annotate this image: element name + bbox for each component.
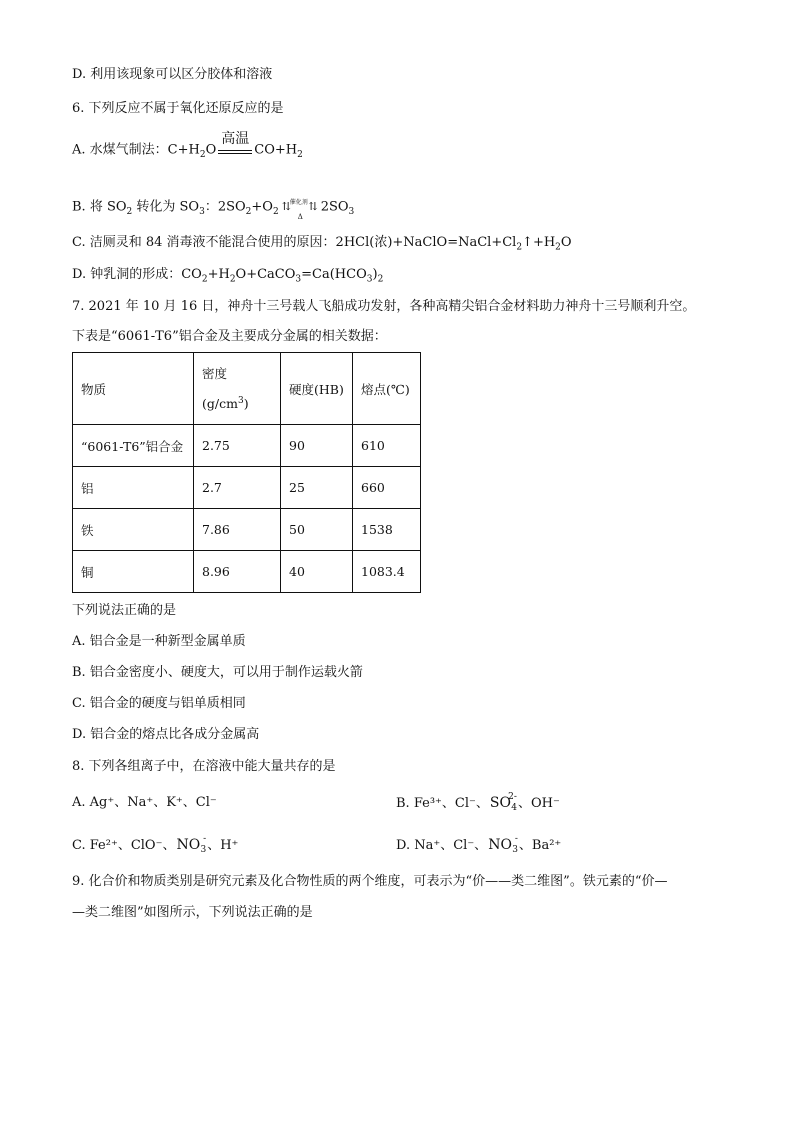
q6-d-text: D. 钟乳洞的形成：CO bbox=[72, 267, 202, 282]
table-cell: 1538 bbox=[353, 509, 421, 551]
q6-b-rhs: 2SO bbox=[320, 199, 349, 215]
q6-b-colon: ：2SO bbox=[204, 199, 246, 215]
q6-a-condition: 高温 bbox=[221, 131, 250, 147]
table-cell: 25 bbox=[281, 467, 353, 509]
q7-stem-line2: 下表是“6061-T6”铝合金及主要成分金属的相关数据： bbox=[72, 329, 387, 344]
q6-option-d bbox=[72, 266, 383, 284]
q9-line1: 9. 化合价和物质类别是研究元素及化合物性质的两个维度，可表示为“价——类二维图”。铁元素的“价— bbox=[72, 874, 668, 889]
q6-b-plus-sub: 2 bbox=[272, 207, 279, 218]
arrow-left-icon: ⇅ bbox=[281, 200, 291, 213]
q6-b-colon-sub: 2 bbox=[245, 207, 252, 218]
table-row bbox=[73, 551, 421, 593]
q6-b-mid-sub: 3 bbox=[199, 207, 205, 218]
q8-b-post: 、OH⁻ bbox=[517, 796, 560, 811]
reaction-condition-arrow bbox=[218, 130, 252, 154]
q6-b-plus: +O bbox=[251, 199, 273, 215]
table-cell: 1083.4 bbox=[353, 551, 421, 593]
ion-charge: 2- bbox=[508, 792, 517, 802]
q6-stem: 6. 下列反应不属于氧化还原反应的是 bbox=[72, 101, 284, 116]
q6-a-lhs-sub: 2 bbox=[199, 150, 206, 161]
density-label: 密度 bbox=[202, 365, 228, 381]
ion-subscript: 3 bbox=[200, 845, 207, 855]
double-line-equals bbox=[218, 150, 252, 154]
table-cell: 7.86 bbox=[194, 509, 281, 551]
q6-c-tail-sub: 2 bbox=[555, 242, 561, 253]
q8-d-pre: D. Na⁺、Cl⁻、 bbox=[396, 838, 488, 853]
q6-d-sub3: 3 bbox=[295, 274, 302, 285]
q7-option-b: B. 铝合金密度小、硬度大，可以用于制作运载火箭 bbox=[72, 665, 363, 680]
alloy-data-table bbox=[72, 352, 421, 593]
table-cell: 铝 bbox=[73, 467, 194, 509]
q8-option-c bbox=[72, 836, 238, 855]
density-unit-sup: 3 bbox=[237, 395, 244, 406]
q6-b-heat: Δ bbox=[297, 213, 303, 221]
ion-base: NO bbox=[488, 837, 512, 853]
table-cell: 2.75 bbox=[194, 425, 281, 467]
sulfate-ion bbox=[489, 792, 517, 813]
table-cell: 8.96 bbox=[194, 551, 281, 593]
table-cell: 40 bbox=[281, 551, 353, 593]
q7-prompt: 下列说法正确的是 bbox=[72, 603, 177, 618]
q6-d-sub4: 3 bbox=[366, 274, 373, 285]
q8-d-post: 、Ba²⁺ bbox=[518, 838, 562, 853]
q6-option-a bbox=[72, 131, 303, 162]
q8-stem: 8. 下列各组离子中，在溶液中能大量共存的是 bbox=[72, 759, 336, 774]
table-cell: “6061-T6”铝合金 bbox=[73, 425, 194, 467]
q6-option-c bbox=[72, 234, 572, 252]
table-cell: 660 bbox=[353, 467, 421, 509]
q6-b-catalyst: 催化剂 bbox=[289, 199, 308, 206]
q7-option-d: D. 铝合金的熔点比各成分金属高 bbox=[72, 727, 260, 742]
q8-b-pre: B. Fe³⁺、Cl⁻、 bbox=[396, 796, 489, 811]
q6-c-sub: 2 bbox=[516, 242, 523, 253]
q6-d-mid3: =Ca(HCO bbox=[301, 267, 367, 282]
q6-d-sub1: 2 bbox=[201, 274, 208, 285]
q6-d-sub5: 2 bbox=[377, 274, 384, 285]
ion-subscript: 4 bbox=[511, 803, 517, 813]
q7-option-a: A. 铝合金是一种新型金属单质 bbox=[72, 634, 246, 649]
q8-c-post: 、H⁺ bbox=[207, 838, 239, 853]
table-header-cell: 熔点(℃) bbox=[353, 353, 421, 425]
arrow-right-icon: ⇅ bbox=[308, 200, 318, 213]
table-cell: 50 bbox=[281, 509, 353, 551]
ion-base: NO bbox=[176, 837, 201, 853]
q6-c-tail: ↑+H bbox=[522, 235, 556, 250]
q6-b-mid: 转化为 SO bbox=[132, 199, 200, 215]
nitrate-ion bbox=[488, 834, 518, 855]
q7-option-c: C. 铝合金的硬度与铝单质相同 bbox=[72, 696, 246, 711]
q6-a-rhs: CO+H bbox=[254, 142, 298, 158]
table-row bbox=[73, 425, 421, 467]
q6-a-label: A. 水煤气制法： bbox=[72, 142, 168, 158]
q9-line2: —类二维图”如图所示，下列说法正确的是 bbox=[72, 905, 313, 920]
q6-d-mid4: ) bbox=[372, 267, 378, 282]
q6-b-rhs-sub: 3 bbox=[348, 207, 355, 218]
q6-d-mid2: O+CaCO bbox=[235, 267, 296, 282]
ion-base: SO bbox=[489, 795, 511, 811]
q6-d-mid1: +H bbox=[207, 267, 230, 282]
table-cell: 610 bbox=[353, 425, 421, 467]
q8-option-a: A. Ag⁺、Na⁺、K⁺、Cl⁻ bbox=[72, 795, 217, 810]
q6-b-label-sub: 2 bbox=[126, 207, 133, 218]
q6-a-rhs-sub: 2 bbox=[297, 150, 303, 161]
density-unit: (g/cm bbox=[202, 395, 238, 411]
table-cell: 铜 bbox=[73, 551, 194, 593]
nitrate-ion bbox=[176, 834, 207, 855]
density-unit-close: ) bbox=[243, 395, 249, 411]
q6-b-label: B. 将 SO bbox=[72, 199, 127, 215]
reversible-arrow-icon bbox=[281, 196, 318, 221]
q6-c-end: O bbox=[560, 235, 572, 250]
q8-option-b bbox=[396, 794, 560, 813]
q6-a-lhs: C+H bbox=[167, 142, 200, 158]
q6-c-text: C. 洁厕灵和 84 消毒液不能混合使用的原因：2HCl(浓)+NaClO=NaCl+Cl bbox=[72, 235, 517, 250]
q6-option-b bbox=[72, 196, 355, 221]
ion-charge: - bbox=[203, 834, 207, 844]
table-header-cell bbox=[194, 353, 281, 425]
ion-subscript: 3 bbox=[512, 845, 518, 855]
table-header-row bbox=[73, 353, 421, 425]
table-cell: 90 bbox=[281, 425, 353, 467]
q8-c-pre: C. Fe²⁺、ClO⁻、 bbox=[72, 838, 176, 853]
q7-stem-line1: 7. 2021 年 10 月 16 日，神舟十三号载人飞船成功发射，各种高精尖铝合金材料助力神舟十三号顺利升空。 bbox=[72, 299, 696, 314]
table-row bbox=[73, 509, 421, 551]
q6-a-lhs-tail: O bbox=[205, 142, 217, 158]
ion-charge: - bbox=[514, 834, 518, 844]
table-row bbox=[73, 467, 421, 509]
q8-option-d bbox=[396, 836, 561, 855]
q6-d-sub2: 2 bbox=[229, 274, 236, 285]
table-cell: 2.7 bbox=[194, 467, 281, 509]
table-cell: 铁 bbox=[73, 509, 194, 551]
q5-option-d: D. 利用该现象可以区分胶体和溶液 bbox=[72, 67, 273, 82]
table-header-cell: 物质 bbox=[73, 353, 194, 425]
table-header-cell: 硬度(HB) bbox=[281, 353, 353, 425]
